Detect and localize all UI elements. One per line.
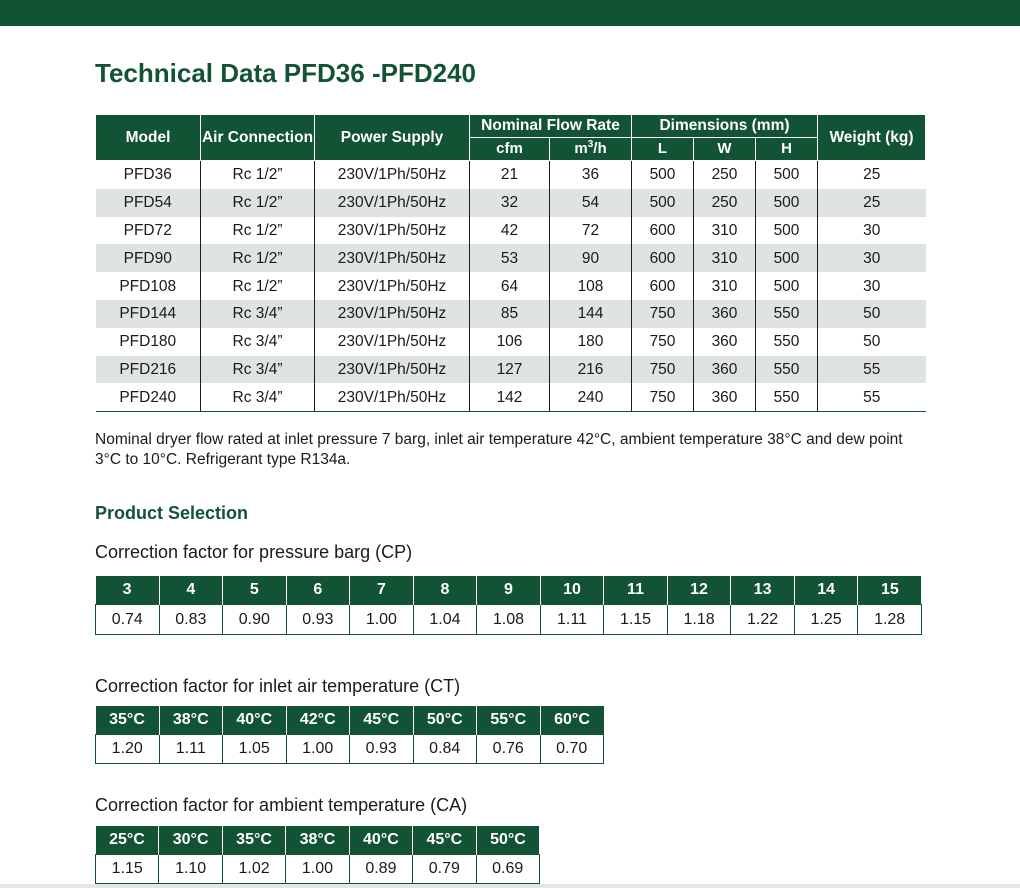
- cell-W: 310: [694, 244, 756, 272]
- ct-value-row: [96, 735, 604, 764]
- cell-L: 600: [632, 217, 694, 245]
- ca-header-cell: 30°C: [159, 826, 222, 855]
- cell-L: 750: [632, 328, 694, 356]
- cp-value-row: [96, 605, 922, 635]
- cell-model: PFD54: [96, 189, 201, 217]
- cp-header-cell: 14: [794, 576, 858, 605]
- header-air-connection: Air Connection: [201, 115, 315, 161]
- ct-value-cell: 1.20: [96, 735, 160, 764]
- cp-value-cell: 1.15: [604, 605, 668, 635]
- cell-W: 360: [694, 328, 756, 356]
- cell-m3h: 90: [550, 244, 632, 272]
- ct-value-cell: 0.93: [350, 735, 414, 764]
- m3h-base: m: [574, 140, 588, 157]
- cell-connection: Rc 1/2”: [201, 244, 315, 272]
- ca-value-cell: 0.89: [349, 855, 412, 884]
- page-bottom-edge: [0, 884, 1020, 888]
- ct-value-cell: 1.00: [286, 735, 350, 764]
- pressure-correction-table: [95, 576, 922, 635]
- cp-header-cell: 6: [286, 576, 350, 605]
- cp-value-cell: 1.25: [794, 605, 858, 635]
- header-length: L: [632, 138, 694, 161]
- cp-value-cell: 0.93: [286, 605, 350, 635]
- cp-value-cell: 0.83: [159, 605, 223, 635]
- table-row: [96, 328, 926, 356]
- cell-cfm: 64: [470, 272, 550, 300]
- cell-connection: Rc 3/4”: [201, 300, 315, 328]
- table-row: [96, 189, 926, 217]
- cell-model: PFD108: [119, 277, 177, 295]
- cell-weight: 30: [818, 217, 926, 245]
- cell-H: 550: [756, 328, 818, 356]
- cell-weight: 55: [818, 383, 926, 411]
- cell-L: 600: [632, 272, 694, 300]
- ca-header-cell: 45°C: [413, 826, 476, 855]
- cell-W: 360: [694, 356, 756, 384]
- cp-header-cell: 9: [477, 576, 541, 605]
- cell-cfm: 42: [470, 217, 550, 245]
- cell-weight: 30: [818, 244, 926, 272]
- ca-header-row: [96, 826, 540, 855]
- cell-m3h: 180: [550, 328, 632, 356]
- cell-L: 500: [632, 189, 694, 217]
- ct-caption: Correction factor for inlet air temperature (CT): [95, 676, 461, 696]
- ct-header-cell: 40°C: [223, 706, 287, 735]
- cell-H: 500: [756, 161, 818, 189]
- cell-cfm: 53: [470, 244, 550, 272]
- ca-value-cell: 1.10: [159, 855, 222, 884]
- cp-value-cell: 1.28: [858, 605, 922, 635]
- cp-value-cell: 1.22: [731, 605, 795, 635]
- header-model: Model: [96, 115, 201, 161]
- cell-H: 550: [756, 383, 818, 411]
- ca-value-cell: 1.00: [286, 855, 349, 884]
- inlet-temp-correction-table: [95, 706, 604, 764]
- cell-model: PFD144: [96, 300, 201, 328]
- cell-m3h: 36: [550, 161, 632, 189]
- cell-power: 230V/1Ph/50Hz: [315, 328, 470, 356]
- cell-connection: Rc 1/2”: [201, 272, 315, 300]
- cell-H: 550: [756, 300, 818, 328]
- cell-model: PFD36: [123, 166, 172, 184]
- page-title: Technical Data PFD36 -PFD240: [95, 58, 476, 88]
- header-height: H: [756, 138, 818, 161]
- cp-header-cell: 13: [731, 576, 795, 605]
- ca-header-cell: 40°C: [349, 826, 412, 855]
- cell-m3h: 108: [550, 272, 632, 300]
- ct-header-cell: 45°C: [350, 706, 414, 735]
- cell-weight: 30: [818, 272, 926, 300]
- ca-header-cell: 50°C: [476, 826, 539, 855]
- header-width: W: [694, 138, 756, 161]
- cell-cfm: 142: [470, 383, 550, 411]
- cell-m3h: 216: [550, 356, 632, 384]
- ct-header-cell: 38°C: [159, 706, 223, 735]
- ca-value-cell: 0.69: [476, 855, 539, 884]
- product-selection-heading: Product Selection: [95, 503, 249, 523]
- ca-value-cell: 1.02: [222, 855, 285, 884]
- cell-connection: Rc 3/4”: [201, 383, 315, 411]
- header-power-supply: Power Supply: [315, 115, 470, 161]
- table-row: [96, 383, 926, 411]
- cp-header-cell: 8: [413, 576, 477, 605]
- cell-m3h: 240: [550, 383, 632, 411]
- cell-connection: Rc 1/2”: [201, 161, 315, 189]
- cell-power: 230V/1Ph/50Hz: [315, 217, 470, 245]
- ca-header-cell: 35°C: [222, 826, 285, 855]
- cell-model: PFD90: [96, 244, 201, 272]
- cell-model: PFD240: [96, 383, 201, 411]
- table-row: [96, 161, 926, 189]
- cp-value-cell: 1.08: [477, 605, 541, 635]
- ct-value-cell: 0.76: [477, 735, 541, 764]
- cell-L: 500: [632, 161, 694, 189]
- cp-value-cell: 1.11: [540, 605, 604, 635]
- ct-header-cell: 60°C: [540, 706, 604, 735]
- cell-W: 310: [694, 272, 756, 300]
- ca-header-cell: 38°C: [286, 826, 349, 855]
- ct-value-cell: 0.70: [540, 735, 604, 764]
- cell-m3h: 54: [550, 189, 632, 217]
- cell-connection: Rc 3/4”: [201, 356, 315, 384]
- cell-W: 360: [694, 300, 756, 328]
- ambient-temp-correction-table: [95, 826, 540, 884]
- top-banner: [0, 0, 1020, 26]
- cell-H: 500: [756, 217, 818, 245]
- ct-value-cell: 1.05: [223, 735, 287, 764]
- cell-power: 230V/1Ph/50Hz: [315, 383, 470, 411]
- cp-caption: Correction factor for pressure barg (CP): [95, 542, 413, 562]
- cell-L: 750: [632, 356, 694, 384]
- ca-value-cell: 0.79: [413, 855, 476, 884]
- cell-W: 250: [694, 189, 756, 217]
- cell-power: 230V/1Ph/50Hz: [315, 244, 470, 272]
- cell-weight: 50: [818, 328, 926, 356]
- table-row: [96, 272, 926, 300]
- cell-H: 550: [756, 356, 818, 384]
- cell-model: PFD216: [96, 356, 201, 384]
- cp-header-cell: 15: [858, 576, 922, 605]
- cell-cfm: 32: [470, 189, 550, 217]
- cp-value-cell: 1.18: [667, 605, 731, 635]
- table-row: [96, 300, 926, 328]
- cell-power: 230V/1Ph/50Hz: [315, 356, 470, 384]
- cell-cfm: 85: [470, 300, 550, 328]
- cp-header-cell: 3: [96, 576, 160, 605]
- cell-weight: 50: [818, 300, 926, 328]
- cell-m3h: 144: [550, 300, 632, 328]
- cp-header-cell: 12: [667, 576, 731, 605]
- header-weight: Weight (kg): [818, 115, 926, 161]
- ct-header-cell: 55°C: [477, 706, 541, 735]
- cell-weight: 25: [818, 189, 926, 217]
- cell-H: 500: [756, 272, 818, 300]
- ct-header-row: [96, 706, 604, 735]
- cell-weight: 25: [818, 161, 926, 189]
- cell-weight: 55: [818, 356, 926, 384]
- cell-model: PFD72: [123, 221, 172, 239]
- cp-header-row: [96, 576, 922, 605]
- technical-data-table: [95, 114, 926, 412]
- cell-model: PFD180: [119, 333, 177, 351]
- header-dimensions: Dimensions (mm): [632, 115, 818, 138]
- header-flow-rate: Nominal Flow Rate: [470, 115, 632, 138]
- cell-W: 310: [694, 217, 756, 245]
- ct-header-cell: 35°C: [96, 706, 160, 735]
- cell-power: 230V/1Ph/50Hz: [315, 161, 470, 189]
- cell-L: 750: [632, 300, 694, 328]
- table-row: [96, 244, 926, 272]
- cp-value-cell: 1.04: [413, 605, 477, 635]
- cp-header-cell: 4: [159, 576, 223, 605]
- cell-W: 250: [694, 161, 756, 189]
- cp-header-cell: 7: [350, 576, 414, 605]
- ca-value-row: [96, 855, 540, 884]
- cp-header-cell: 5: [223, 576, 287, 605]
- cell-H: 500: [756, 244, 818, 272]
- cell-connection: Rc 1/2”: [201, 217, 315, 245]
- ca-value-cell: 1.15: [96, 855, 159, 884]
- m3h-superscript: 3: [587, 139, 594, 150]
- cell-W: 360: [694, 383, 756, 411]
- cell-connection: Rc 3/4”: [201, 328, 315, 356]
- header-m3h: [550, 138, 632, 161]
- flow-rating-note: Nominal dryer flow rated at inlet pressure 7 barg, inlet air temperature 42°C, ambient temperature 38°C and dew point 3°C to 10°C. Refrigerant type R134a.: [95, 431, 903, 468]
- ct-header-cell: 42°C: [286, 706, 350, 735]
- cell-power: 230V/1Ph/50Hz: [315, 189, 470, 217]
- cp-header-cell: 10: [540, 576, 604, 605]
- ca-header-cell: 25°C: [96, 826, 159, 855]
- ca-caption: Correction factor for ambient temperature (CA): [95, 795, 468, 815]
- cell-cfm: 21: [470, 161, 550, 189]
- header-cfm: cfm: [470, 138, 550, 161]
- cell-cfm: 106: [470, 328, 550, 356]
- cell-power: 230V/1Ph/50Hz: [315, 300, 470, 328]
- cell-L: 750: [632, 383, 694, 411]
- cell-connection: Rc 1/2”: [201, 189, 315, 217]
- cp-value-cell: 1.00: [350, 605, 414, 635]
- m3h-tail: /h: [593, 140, 607, 157]
- ct-value-cell: 1.11: [159, 735, 223, 764]
- table-row: [96, 217, 926, 245]
- cp-header-cell: 11: [604, 576, 668, 605]
- cell-L: 600: [632, 244, 694, 272]
- cell-H: 500: [756, 189, 818, 217]
- cell-power: 230V/1Ph/50Hz: [315, 272, 470, 300]
- ct-header-cell: 50°C: [413, 706, 477, 735]
- cp-value-cell: 0.74: [96, 605, 160, 635]
- cp-value-cell: 0.90: [223, 605, 287, 635]
- table-row: [96, 356, 926, 384]
- ct-value-cell: 0.84: [413, 735, 477, 764]
- cell-m3h: 72: [550, 217, 632, 245]
- cell-cfm: 127: [470, 356, 550, 384]
